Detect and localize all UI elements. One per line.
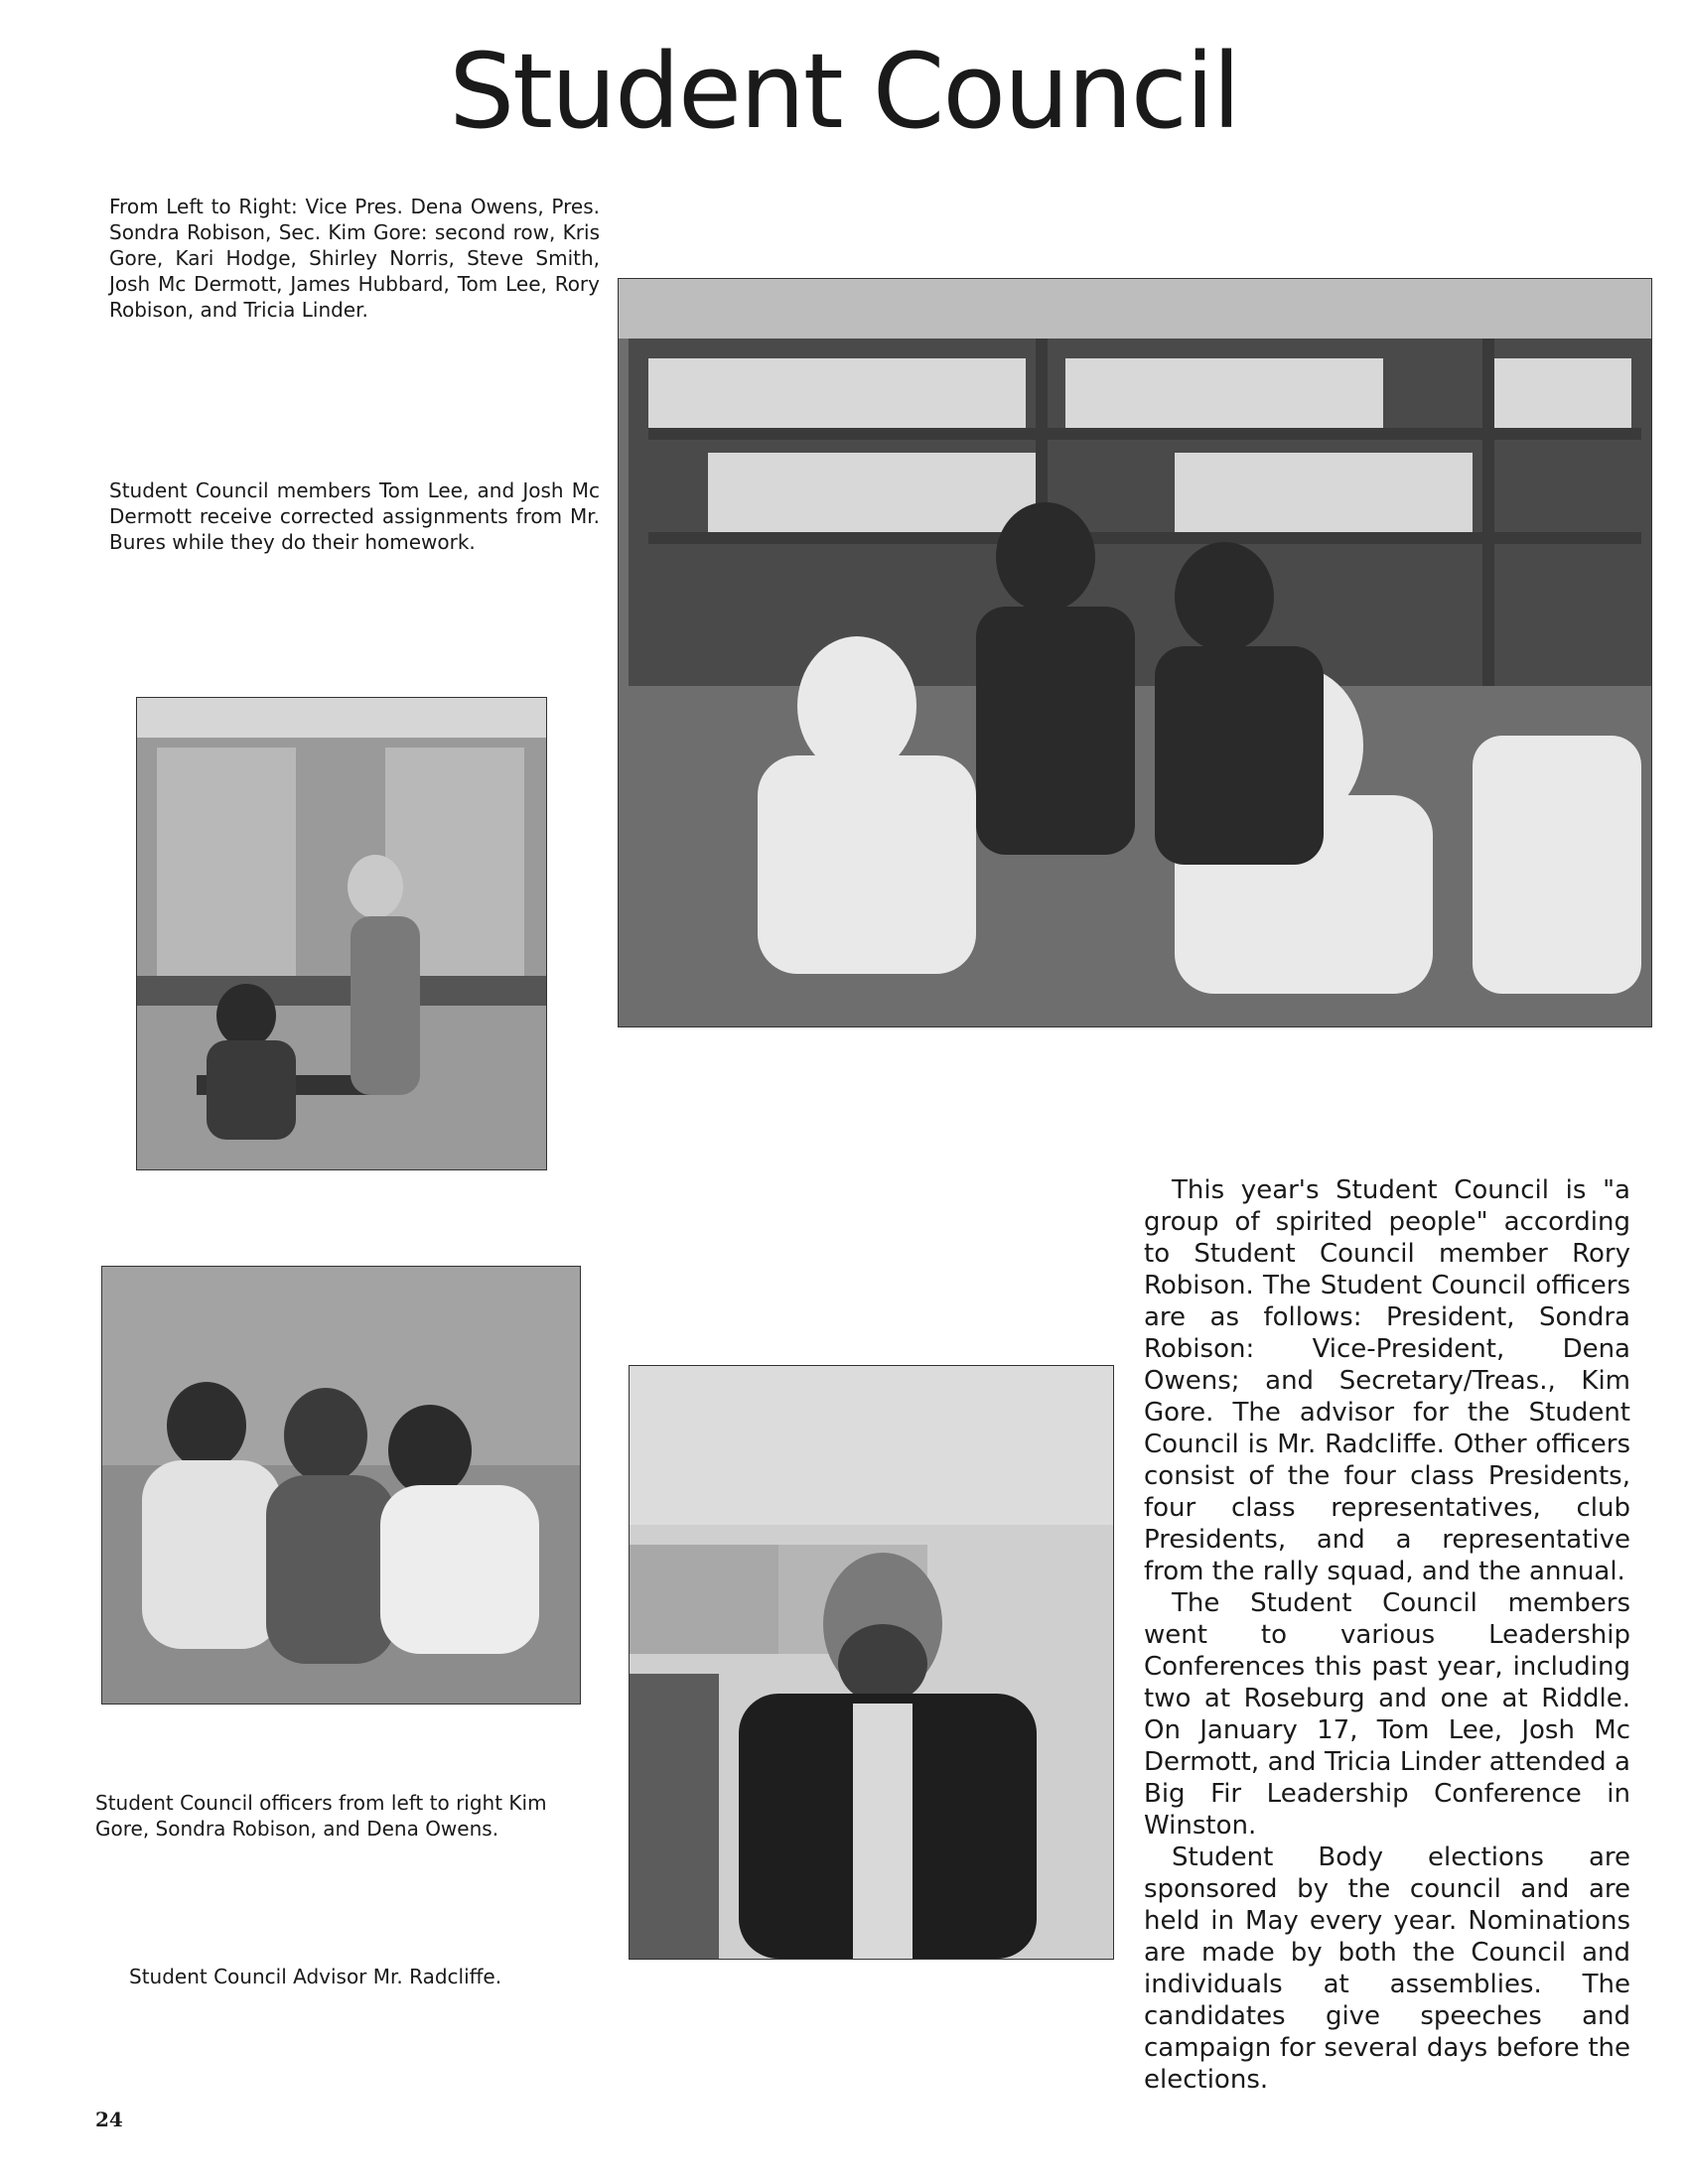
officers-photo-caption: Student Council officers from left to right Kim Gore, Sondra Robison, and Dena Owens. (95, 1791, 547, 1841)
article-paragraph: Student Body elections are sponsored by the council and are held in May every year. Nominations are made by both the Council and individuals at assemblies. The candidates give speeches and campaign for several days before the elections. (1144, 1843, 1630, 2095)
article-body (1144, 1174, 1630, 2096)
advisor-photo-caption: Student Council Advisor Mr. Radcliffe. (129, 1965, 502, 1988)
homework-photo-caption: Student Council members Tom Lee, and Josh Mc Dermott receive corrected assignments from Mr. Bures while they do their homework. (109, 478, 600, 554)
advisor-photo (629, 1365, 1114, 1960)
group-photo-caption: From Left to Right: Vice Pres. Dena Owens, Pres. Sondra Robison, Sec. Kim Gore: second row, Kris Gore, Kari Hodge, Shirley Norris, Steve Smith, Josh Mc Dermott, James Hubbard, Tom Lee, Rory Robison, and Tricia Linder. (109, 195, 600, 322)
homework-photo (136, 697, 547, 1170)
page-title: Student Council (449, 31, 1239, 152)
group-photo (618, 278, 1652, 1027)
article-paragraph: The Student Council members went to various Leadership Conferences this past year, including two at Roseburg and one at Riddle. On January 17, Tom Lee, Josh Mc Dermott, and Tricia Linder attended a Big Fir Leadership Conference in Winston. (1144, 1588, 1630, 1841)
article-paragraph: This year's Student Council is "a group of spirited people" according to Student Council member Rory Robison. The Student Council officers are as follows: President, Sondra Robison: Vice-President, Dena Owens; and Secretary/Treas., Kim Gore. The advisor for the Student Council is Mr. Radcliffe. Other officers consist of the four class Presidents, four class representatives, club Presidents, and a representative from the rally squad, and the annual. (1144, 1175, 1630, 1586)
page-number: 24 (95, 2108, 123, 2131)
officers-photo (101, 1266, 581, 1705)
